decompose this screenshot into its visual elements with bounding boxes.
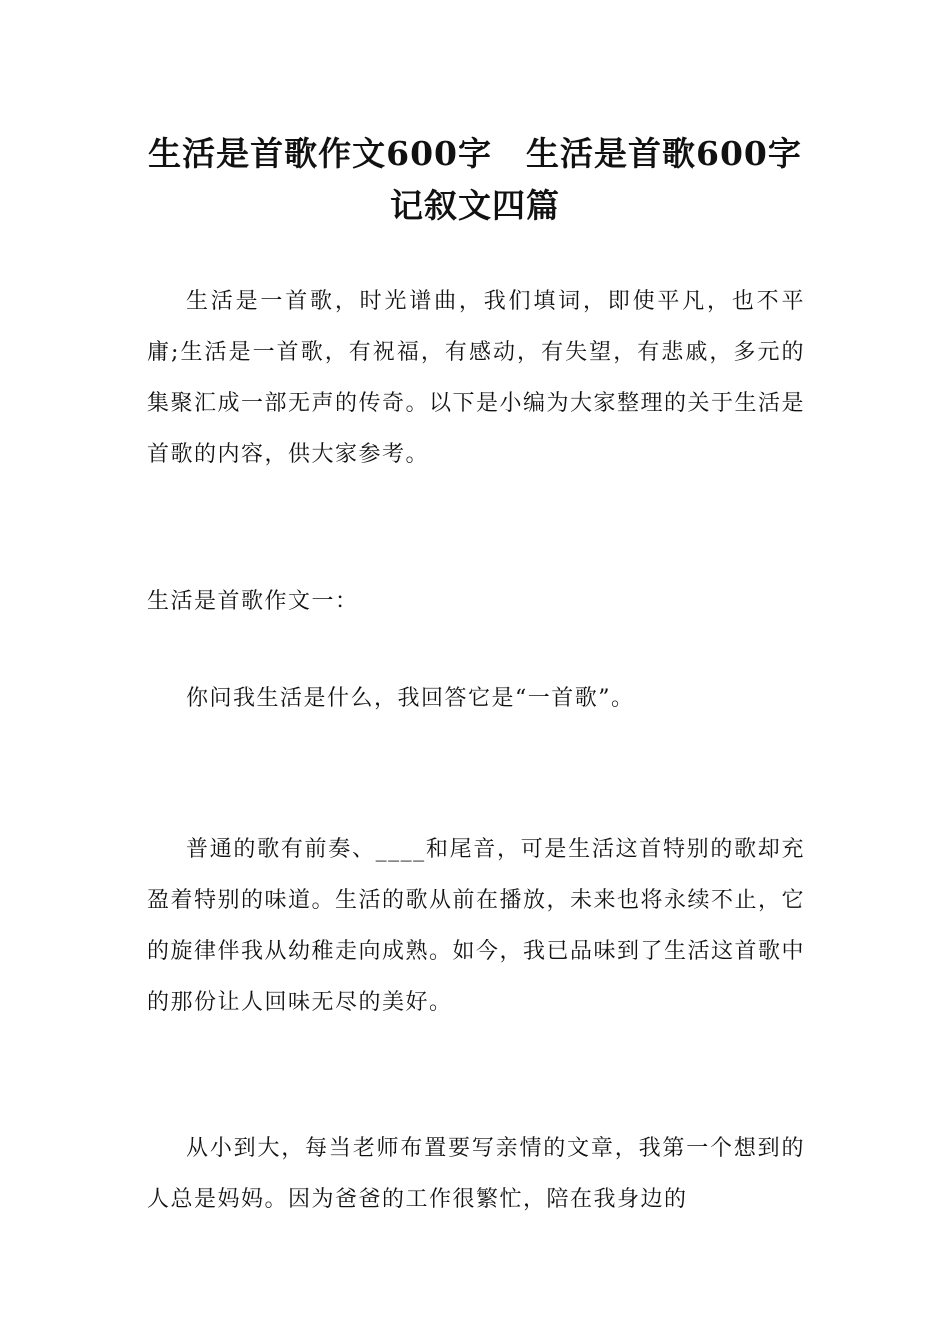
intro-paragraph: 生活是一首歌，时光谱曲，我们填词，即使平凡，也不平庸;生活是一首歌，有祝福，有感动，有失望，有悲戚，多元的集聚汇成一部无声的传奇。以下是小编为大家整理的关于生活是首歌的内容，供大家参考。 [147, 289, 806, 467]
title-line-1: 生活是首歌作文600字 生活是首歌600字 [148, 134, 802, 173]
title-line-2: 记叙文四篇 [390, 186, 560, 225]
section-heading: 生活是首歌作文一： [147, 589, 359, 614]
body-paragraph-1: 普通的歌有前奏、____和尾音，可是生活这首特别的歌却充盈着特别的味道。生活的歌从前在播放，未来也将永续不止，它的旋律伴我从幼稚走向成熟。如今，我已品味到了生活这首歌中的那份让人回味无尽的美好。 [147, 837, 806, 1015]
body-paragraph-2: 从小到大，每当老师布置要写亲情的文章，我第一个想到的人总是妈妈。因为爸爸的工作很繁忙，陪在我身边的 [147, 1136, 805, 1212]
document-title [120, 128, 830, 232]
question-paragraph: 你问我生活是什么，我回答它是“一首歌”。 [186, 686, 635, 711]
